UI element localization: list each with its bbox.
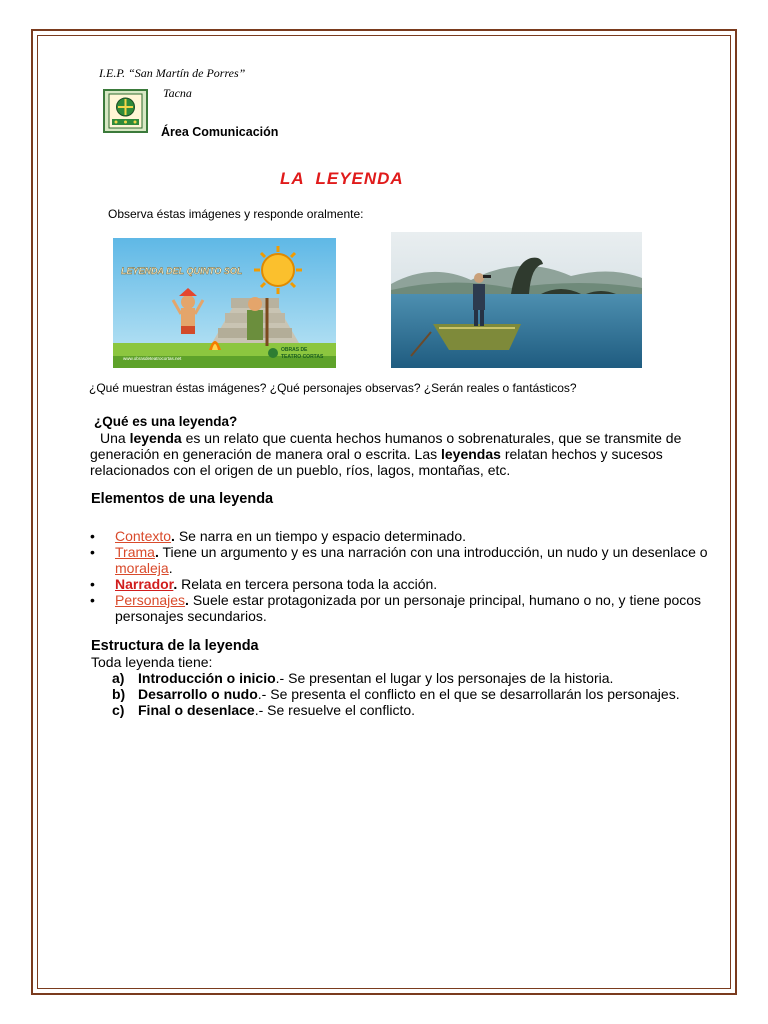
quinto-sol-illustration <box>113 238 336 368</box>
list-item: b) Desarrollo o nudo.- Se presenta el conflicto en el que se desarrollarán los personajes. <box>112 686 680 702</box>
list-item: • Contexto. Se narra en un tiempo y espacio determinado. <box>90 528 710 544</box>
term-leyenda: leyenda <box>129 430 182 446</box>
svg-text:OBRAS DE: OBRAS DE <box>281 347 308 353</box>
link-personajes[interactable]: Personajes <box>115 592 186 608</box>
definition-paragraph: Una leyenda es un relato que cuenta hechos humanos o sobrenaturales, que se transmite de generación en generación de manera oral o escrita. Las leyendas relatan hechos y sucesos relacionados con el origen de un pueblo, ríos, lagos, montañas, etc. <box>90 430 682 478</box>
site-credit: www.obrasdeteatrocortas.net <box>123 356 182 361</box>
svg-text:TEATRO CORTAS: TEATRO CORTAS <box>281 354 324 360</box>
observation-questions: ¿Qué muestran éstas imágenes? ¿Qué personajes observas? ¿Serán reales o fantásticos? <box>89 381 577 395</box>
link-trama[interactable]: Trama <box>115 544 155 560</box>
structure-heading: Estructura de la leyenda <box>91 638 259 654</box>
list-item: • Personajes. Suele estar protagonizada por un personaje principal, humano o no, y tiene pocos personajes secundarios. <box>90 592 710 624</box>
link-contexto[interactable]: Contexto <box>115 528 172 544</box>
structure-intro: Toda leyenda tiene: <box>91 654 213 670</box>
school-logo <box>103 89 148 133</box>
list-item: • Trama. Tiene un argumento y es una narración con una introducción, un nudo y un desenlace o moraleja. <box>90 544 710 576</box>
lake-monster-photo <box>391 232 642 368</box>
list-item: • Narrador. Relata en tercera persona toda la acción. <box>90 576 710 592</box>
elements-heading: Elementos de una leyenda <box>91 491 274 507</box>
illustration-caption: LEYENDA DEL QUINTO SOL <box>121 266 243 276</box>
subject-area: Área Comunicación <box>161 125 279 139</box>
list-item: c) Final o desenlace.- Se resuelve el conflicto. <box>112 702 416 718</box>
instruction-text: Observa éstas imágenes y responde oralmente: <box>108 207 364 221</box>
link-narrador[interactable]: Narrador <box>115 576 174 592</box>
page-title: LA LEYENDA <box>280 169 404 188</box>
structure-list <box>112 670 712 718</box>
elements-list <box>90 528 710 624</box>
what-is-heading: ¿Qué es una leyenda? <box>94 414 238 429</box>
list-item: a) Introducción o inicio.- Se presentan el lugar y los personajes de la historia. <box>112 670 614 686</box>
term-leyendas: leyendas <box>441 446 501 462</box>
city-name: Tacna <box>163 86 192 100</box>
sun-icon <box>254 246 302 294</box>
link-moraleja[interactable]: moraleja <box>115 560 169 576</box>
school-name: I.E.P. “San Martín de Porres” <box>99 66 246 80</box>
